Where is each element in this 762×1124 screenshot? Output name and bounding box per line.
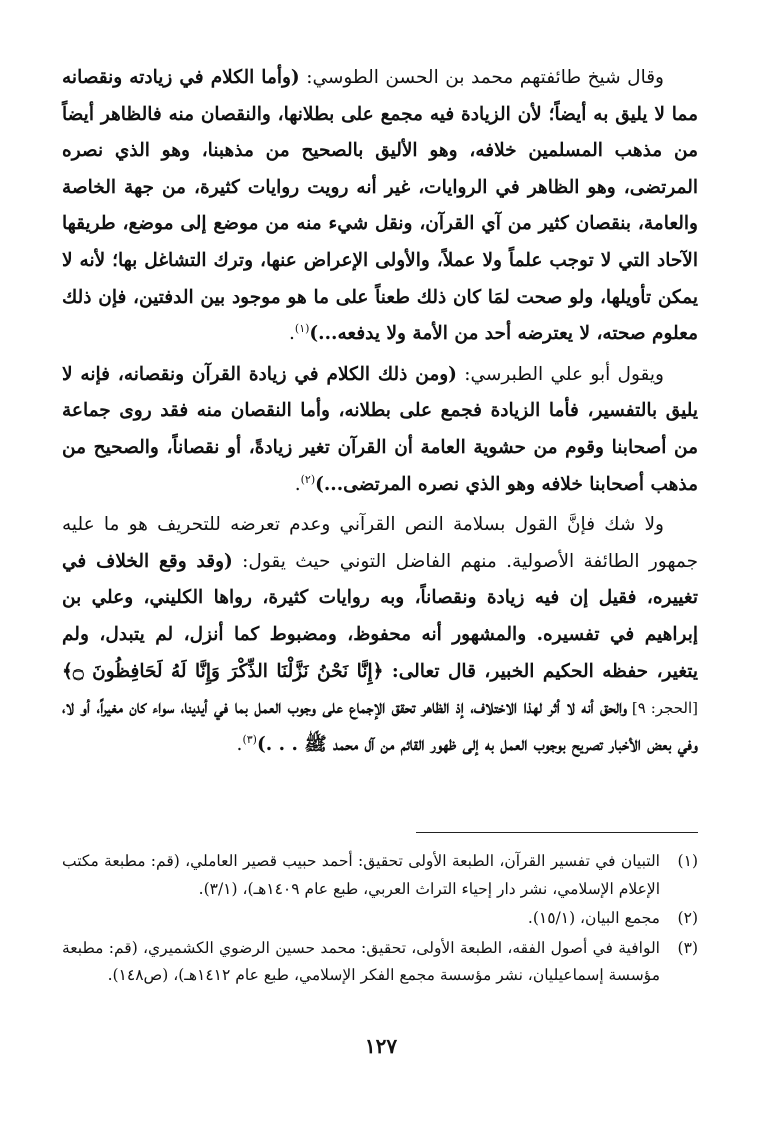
verse-reference: [الحجر: ٩]: [627, 699, 698, 718]
footnote-marker: (٢): [300, 472, 316, 486]
footnote-text: التبيان في تفسير القرآن، الطبعة الأولى تحقيق: أحمد حبيب قصير العاملي، (قم: مطبعة مكتب الإعلام الإسلامي، نشر دار إحياء التراث العربي، طبع عام ١٤٠٩هـ)، (٣/١).: [62, 852, 660, 898]
paragraph-tuni: [62, 507, 698, 763]
sentence-end: .: [294, 473, 301, 495]
quotation-part-a: (وقد وقع الخلاف في تغييره، فقيل إن فيه زيادة ونقصاناً، وبه روايات كثيرة، رواها الكليني، وعلي بن إبراهيم في تفسيره. والمشهور أنه محفوظ، ومضبوط كما أنزل، لم يتبدل، ولم يتغير، حفظه الحكيم الخبير، قال تعالى:: [62, 550, 699, 682]
footnote-number: (٢): [677, 909, 698, 927]
footnote-marker: (١): [294, 322, 310, 335]
footnote-marker: (٣): [242, 732, 257, 746]
sentence-end: .: [236, 733, 243, 755]
quotation-part-b: والحق أنه لا أثر لهذا الاختلاف، إذ الظاهر تحقق الإجماع على وجوب العمل بما في أيدينا، سواء كان مغيراً، أو لا، وفي بعض الأخبار تصريح بوجوب العمل به إلى ظهور القائم من آل محمد ﷺ . . .): [62, 697, 698, 755]
main-text: [62, 60, 698, 763]
quotation: (وأما الكلام في زيادته ونقصانه مما لا يليق به أيضاً؛ لأن الزيادة فيه مجمع على بطلانها، والنقصان منه فالظاهر أيضاً من مذهب المسلمين خلافه، وهو الأليق بالصحيح من مذهبنا، وهو الذي نصره المرتضى، وهو الظاهر في الروايات، غير أنه رويت روايات كثيرة، من جهة الخاصة والعامة، بنقصان كثير من آي القرآن، ونقل شيء منه من موضع إلى موضع، طريقها الآحاد التي لا توجب علماً ولا عملاً، والأولى الإعراض عنها، وترك التشاغل بها؛ لأنه لا يمكن تأويلها، ولو صحت لمَا كان ذلك طعناً على ما هو موجود بين الدفتين، فإن ذلك معلوم صحته، لا يعترضه أحد من الأمة ولا يدفعه...): [62, 67, 699, 345]
quotation: (ومن ذلك الكلام في زيادة القرآن ونقصانه، فإنه لا يليق بالتفسير، فأما الزيادة فجمع على بطلانه، وأما النقصان منه فقد روى جماعة من أصحابنا وقوم من حشوية العامة أن القرآن تغير زيادةً، أو نقصاناً، والصحيح من مذهب أصحابنا خلافه وهو الذي نصره المرتضى...): [62, 363, 698, 495]
paragraph-intro: وقال شيخ طائفتهم محمد بن الحسن الطوسي:: [299, 67, 664, 88]
footnote-item: [62, 935, 698, 990]
footnote-item: [62, 848, 698, 903]
footnote-text: مجمع البيان، (١٥/١).: [527, 909, 660, 927]
footnote-item: [62, 905, 698, 933]
footnote-divider: [416, 832, 698, 833]
footnotes: [62, 848, 698, 992]
page-number: ١٢٧: [364, 1034, 398, 1058]
footnote-text: الوافية في أصول الفقه، الطبعة الأولى، تحقيق: محمد حسين الرضوي الكشميري، (قم: مطبعة مؤسسة إسماعيليان، نشر مؤسسة مجمع الفكر الإسلامي، طبع عام ١٤١٢هـ)، (ص١٤٨).: [62, 938, 660, 984]
paragraph-intro: ويقول أبو علي الطبرسي:: [456, 363, 664, 385]
footnote-number: (٣): [677, 938, 698, 957]
paragraph-intro: ولا شك فإنَّ القول بسلامة النص القرآني وعدم تعرضه للتحريف هو ما عليه جمهور الطائفة الأصولية. منهم الفاضل التوني حيث يقول:: [62, 514, 698, 572]
quran-verse: ﴿إِنَّا نَحْنُ نَزَّلْنَا الذِّكْرَ وَإِنَّا لَهُ لَحَافِظُونَ ۝﴾: [62, 660, 384, 682]
footnote-number: (١): [677, 852, 698, 870]
paragraph-tusi: [62, 60, 698, 353]
sentence-end: .: [289, 323, 295, 345]
paragraph-tabrisi: [62, 357, 698, 503]
